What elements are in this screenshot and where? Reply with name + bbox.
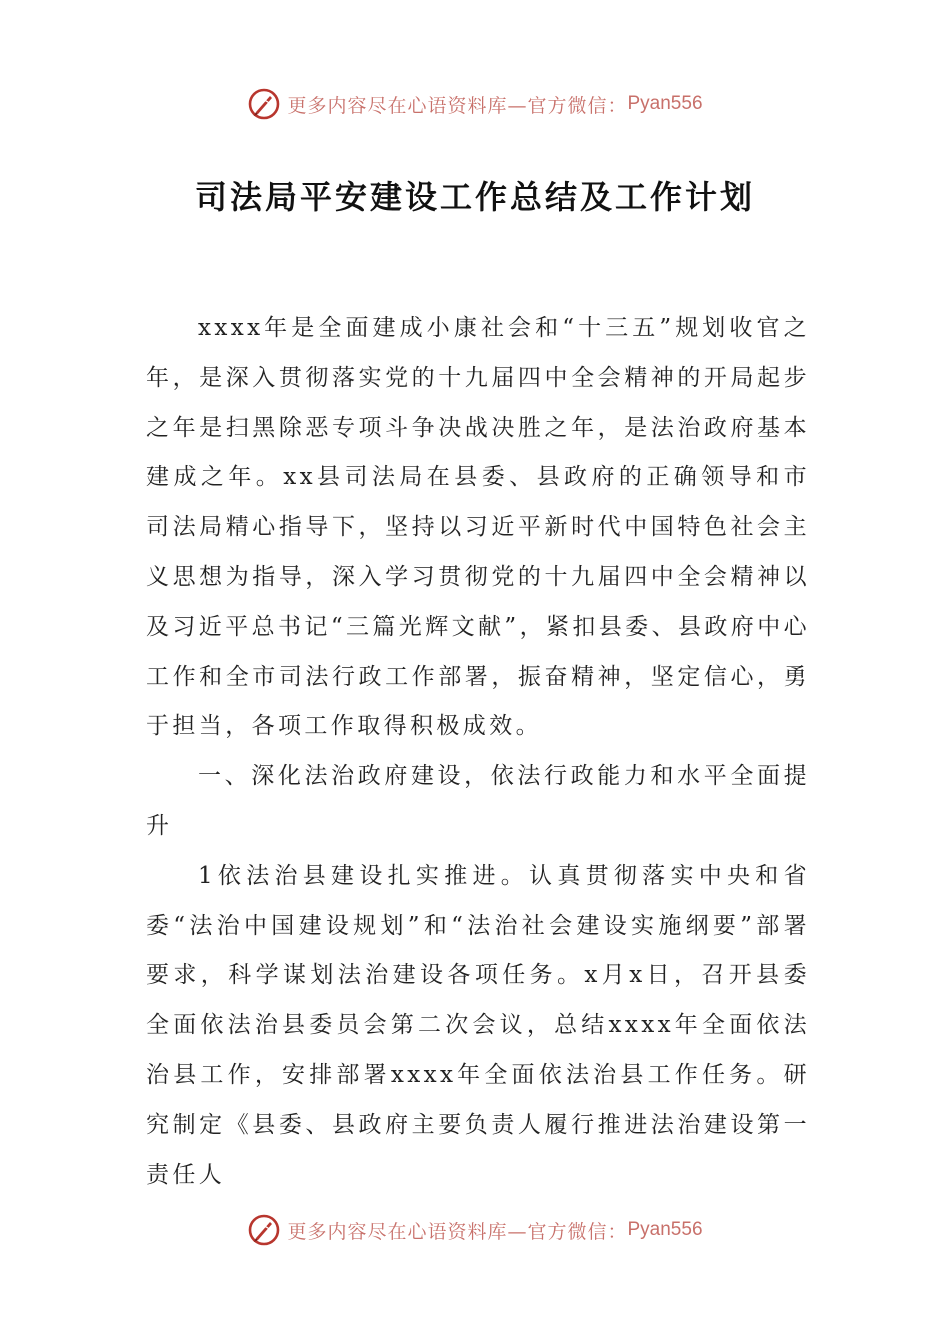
paragraph-item-1: 1依法治县建设扎实推进。认真贯彻落实中央和省委“法治中国建设规划”和“法治社会建设实施纲要”部署要求，科学谋划法治建设各项任务。x月x日，召开县委全面依法治县委员会第二次会议，总结xxxx年全面依法治县工作，安排部署xxxx年全面依法治县工作任务。研究制定《县委、县政府主要负责人履行推进法治建设第一责任人 — [146, 862, 810, 1188]
watermark-text: 更多内容尽在心语资料库—官方微信： — [287, 94, 628, 117]
document-body — [146, 304, 810, 1200]
document-title: 司法局平安建设工作总结及工作计划 — [194, 178, 755, 216]
watermark-banner-bottom — [0, 1210, 950, 1250]
watermark-handle: Pyan556 — [627, 93, 703, 114]
quill-pen-logo-icon — [247, 1213, 281, 1247]
watermark-handle: Pyan556 — [627, 1219, 703, 1240]
watermark-banner-top — [0, 84, 950, 124]
quill-pen-logo-icon — [247, 87, 281, 121]
watermark-text: 更多内容尽在心语资料库—官方微信： — [287, 1220, 628, 1243]
paragraph-intro: xxxx年是全面建成小康社会和“十三五”规划收官之年，是深入贯彻落实党的十九届四中全会精神的开局起步之年是扫黑除恶专项斗争决战决胜之年，是法治政府基本建成之年。xx县司法局在县委、县政府的正确领导和市司法局精心指导下，坚持以习近平新时代中国特色社会主义思想为指导，深入学习贯彻党的十九届四中全会精神以及习近平总书记“三篇光辉文献”，紧扣县委、县政府中心工作和全市司法行政工作部署，振奋精神，坚定信心，勇于担当，各项工作取得积极成效。 — [146, 315, 810, 740]
section-heading: 一、深化法治政府建设，依法行政能力和水平全面提升 — [146, 763, 810, 839]
